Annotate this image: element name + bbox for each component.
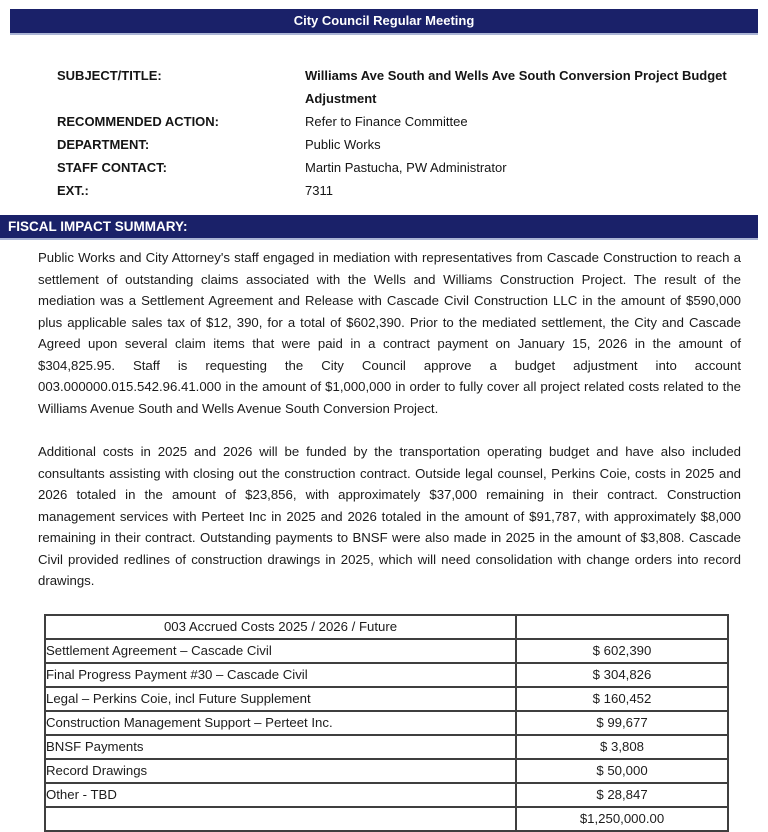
accrued-costs-table: [44, 614, 729, 832]
field-row-department: [57, 133, 768, 156]
table-row: [45, 711, 728, 735]
total-amount-cell: $1,250,000.00: [516, 807, 728, 831]
header-fields: [57, 64, 768, 202]
cost-amount-cell: $ 160,452: [516, 687, 728, 711]
field-row-action: [57, 110, 768, 133]
ext-value: 7311: [305, 183, 333, 198]
meeting-title-bar: City Council Regular Meeting: [10, 9, 758, 35]
field-row-subject: [57, 64, 768, 110]
cost-amount-cell: $ 28,847: [516, 783, 728, 807]
cost-item-cell: Record Drawings: [45, 759, 516, 783]
table-row: [45, 639, 728, 663]
table-header-amount-cell: [516, 615, 728, 639]
cost-amount-cell: $ 304,826: [516, 663, 728, 687]
document-page: [0, 9, 768, 826]
cost-item-cell: Other - TBD: [45, 783, 516, 807]
cost-item-cell: Construction Management Support – Perteet Inc.: [45, 711, 516, 735]
table-row: [45, 735, 728, 759]
department-label: DEPARTMENT:: [57, 137, 150, 152]
cost-amount-cell: $ 3,808: [516, 735, 728, 759]
fiscal-paragraph-2: Additional costs in 2025 and 2026 will be funded by the transportation operating budget and have also included consultants assisting with closing out the construction contract. Outside legal counsel, Perkins Coie, costs in 2025 and 2026 totaled in the amount of $23,856, with approximately $37,000 remaining in their contract. Construction management services with Perteet Inc in 2025 and 2026 totaled in the amount of $91,787, with approximately $8,000 remaining in their contract. Outstanding payments to BNSF were also made in 2025 in the amount of $3,808. Cascade Civil provided redlines of construction drawings in 2025, which will need consolidation with change orders into record drawings.: [38, 444, 741, 588]
cost-amount-cell: $ 602,390: [516, 639, 728, 663]
field-row-staff-contact: [57, 156, 768, 179]
table-total-row: [45, 807, 728, 831]
fiscal-impact-summary-bar: FISCAL IMPACT SUMMARY:: [0, 215, 758, 240]
total-spacer-cell: [45, 807, 516, 831]
field-row-ext: [57, 179, 768, 202]
cost-item-cell: Settlement Agreement – Cascade Civil: [45, 639, 516, 663]
staff-contact-label: STAFF CONTACT:: [57, 160, 167, 175]
cost-item-cell: Legal – Perkins Coie, incl Future Supplement: [45, 687, 516, 711]
cost-item-cell: Final Progress Payment #30 – Cascade Civil: [45, 663, 516, 687]
table-row: [45, 759, 728, 783]
cost-amount-cell: $ 50,000: [516, 759, 728, 783]
recommended-action-label: RECOMMENDED ACTION:: [57, 114, 220, 129]
cost-amount-cell: $ 99,677: [516, 711, 728, 735]
subject-label: SUBJECT/TITLE:: [57, 68, 162, 83]
fiscal-paragraph-1: Public Works and City Attorney's staff engaged in mediation with representatives from Cascade Construction to reach a settlement of outstanding claims associated with the Wells and Williams Construction Project. The result of the mediation was a Settlement Agreement and Release with Cascade Civil Construction LLC in the amount of $590,000 plus applicable sales tax of $12, 390, for a total of $602,390. Prior to the mediated settlement, the City and Cascade Agreed upon several claim items that were paid in a contract payment on January 15, 2026 in the amount of $304,825.95. Staff is requesting the City Council approve a budget adjustment into account 003.000000.015.542.96.41.000 in the amount of $1,000,000 in order to fully cover all project related costs related to the Williams Avenue South and Wells Avenue South Conversion Project.: [38, 250, 741, 416]
subject-value: Williams Ave South and Wells Ave South Conversion Project Budget Adjustment: [305, 68, 727, 106]
staff-contact-value: Martin Pastucha, PW Administrator: [305, 160, 507, 175]
cost-item-cell: BNSF Payments: [45, 735, 516, 759]
table-row: [45, 663, 728, 687]
ext-label: EXT.:: [57, 183, 89, 198]
department-value: Public Works: [305, 137, 381, 152]
fiscal-impact-body: [38, 240, 741, 592]
table-header-row: [45, 615, 728, 639]
table-row: [45, 783, 728, 807]
table-row: [45, 687, 728, 711]
recommended-action-value: Refer to Finance Committee: [305, 114, 468, 129]
table-header-cell: 003 Accrued Costs 2025 / 2026 / Future: [45, 615, 516, 639]
